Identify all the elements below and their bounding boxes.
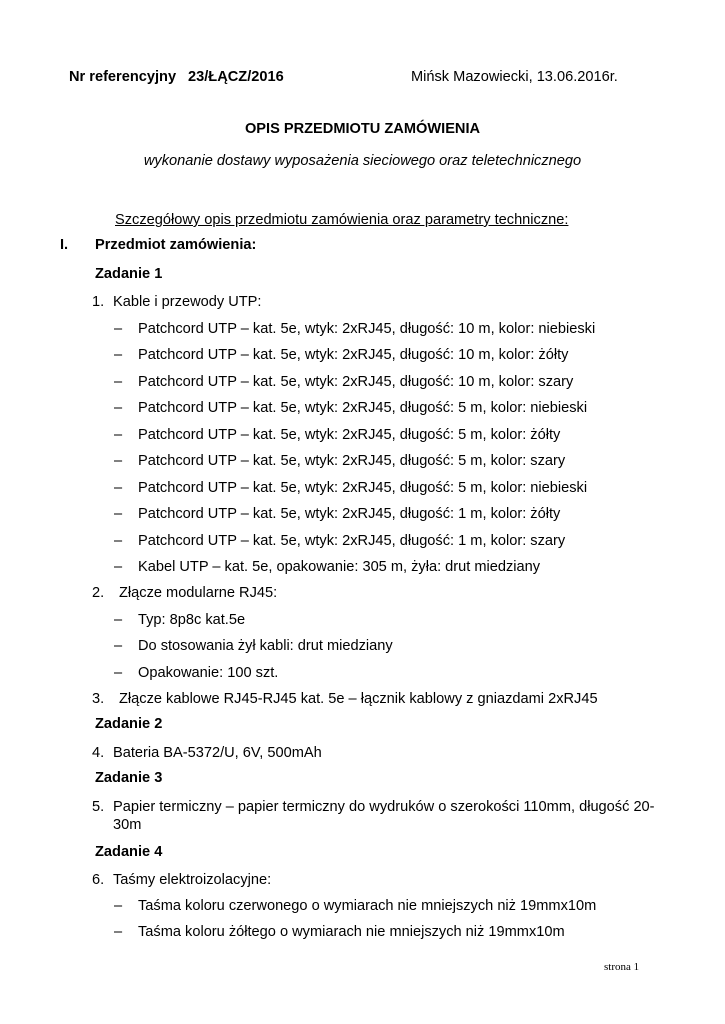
item6-number: 6. xyxy=(92,872,105,888)
place-and-date: Mińsk Mazowiecki, 13.06.2016r. xyxy=(411,69,618,85)
dash-bullet: – xyxy=(114,924,123,940)
dash-bullet: – xyxy=(114,321,123,337)
list-item-text: Patchcord UTP – kat. 5e, wtyk: 2xRJ45, długość: 10 m, kolor: żółty xyxy=(138,347,569,363)
list-item-text: Patchcord UTP – kat. 5e, wtyk: 2xRJ45, długość: 5 m, kolor: niebieski xyxy=(138,480,588,496)
list-item-text: Patchcord UTP – kat. 5e, wtyk: 2xRJ45, długość: 5 m, kolor: niebieski xyxy=(138,400,588,416)
dash-bullet: – xyxy=(114,898,123,914)
list-item-text: Do stosowania żył kabli: drut miedziany xyxy=(138,638,393,654)
dash-bullet: – xyxy=(114,612,123,628)
dash-bullet: – xyxy=(114,453,123,469)
list-item-text: Patchcord UTP – kat. 5e, wtyk: 2xRJ45, długość: 1 m, kolor: szary xyxy=(138,533,566,549)
dash-bullet: – xyxy=(114,480,123,496)
item1-number: 1. xyxy=(92,294,105,310)
reference-label: Nr referencyjny xyxy=(69,69,177,85)
item3-number: 3. xyxy=(92,691,105,707)
dash-bullet: – xyxy=(114,533,123,549)
item6-label: Taśmy elektroizolacyjne: xyxy=(113,872,272,888)
list-item-text: Taśma koloru żółtego o wymiarach nie mniejszych niż 19mmx10m xyxy=(138,924,565,940)
item2-number: 2. xyxy=(92,585,105,601)
item4-label: Bateria BA-5372/U, 6V, 500mAh xyxy=(113,745,322,761)
task3-heading: Zadanie 3 xyxy=(95,770,163,786)
item5-line2: 30m xyxy=(113,817,142,833)
list-item-text: Opakowanie: 100 szt. xyxy=(138,665,279,681)
dash-bullet: – xyxy=(114,400,123,416)
dash-bullet: – xyxy=(114,506,123,522)
dash-bullet: – xyxy=(114,347,123,363)
dash-bullet: – xyxy=(114,638,123,654)
list-item-text: Patchcord UTP – kat. 5e, wtyk: 2xRJ45, długość: 5 m, kolor: żółty xyxy=(138,427,561,443)
task4-heading: Zadanie 4 xyxy=(95,844,163,860)
dash-bullet: – xyxy=(114,374,123,390)
item4-number: 4. xyxy=(92,745,105,761)
list-item-text: Patchcord UTP – kat. 5e, wtyk: 2xRJ45, długość: 5 m, kolor: szary xyxy=(138,453,566,469)
list-item-text: Patchcord UTP – kat. 5e, wtyk: 2xRJ45, długość: 10 m, kolor: niebieski xyxy=(138,321,596,337)
reference-number: 23/ŁĄCZ/2016 xyxy=(188,69,284,85)
item2-label: Złącze modularne RJ45: xyxy=(119,585,278,601)
dash-bullet: – xyxy=(114,427,123,443)
task1-heading: Zadanie 1 xyxy=(95,266,163,282)
intro-text: Szczegółowy opis przedmiotu zamówienia oraz parametry techniczne: xyxy=(115,212,569,228)
dash-bullet: – xyxy=(114,559,123,575)
list-item-text: Patchcord UTP – kat. 5e, wtyk: 2xRJ45, długość: 10 m, kolor: szary xyxy=(138,374,574,390)
dash-bullet: – xyxy=(114,665,123,681)
item5-number: 5. xyxy=(92,799,105,815)
task2-heading: Zadanie 2 xyxy=(95,716,163,732)
page-number: strona 1 xyxy=(604,961,640,973)
list-item-text: Patchcord UTP – kat. 5e, wtyk: 2xRJ45, długość: 1 m, kolor: żółty xyxy=(138,506,561,522)
list-item-text: Kabel UTP – kat. 5e, opakowanie: 305 m, żyła: drut miedziany xyxy=(138,559,541,575)
item5-line1: Papier termiczny – papier termiczny do wydruków o szerokości 110mm, długość 20- xyxy=(113,799,655,815)
document-subtitle: wykonanie dostawy wyposażenia sieciowego oraz teletechnicznego xyxy=(143,153,582,169)
section-title: Przedmiot zamówienia: xyxy=(95,237,257,253)
item1-label: Kable i przewody UTP: xyxy=(113,294,262,310)
document-title: OPIS PRZEDMIOTU ZAMÓWIENIA xyxy=(244,121,481,137)
list-item-text: Typ: 8p8c kat.5e xyxy=(138,612,246,628)
item3-label: Złącze kablowe RJ45-RJ45 kat. 5e – łącznik kablowy z gniazdami 2xRJ45 xyxy=(119,691,598,707)
list-item-text: Taśma koloru czerwonego o wymiarach nie mniejszych niż 19mmx10m xyxy=(138,898,597,914)
section-number: I. xyxy=(60,237,69,253)
